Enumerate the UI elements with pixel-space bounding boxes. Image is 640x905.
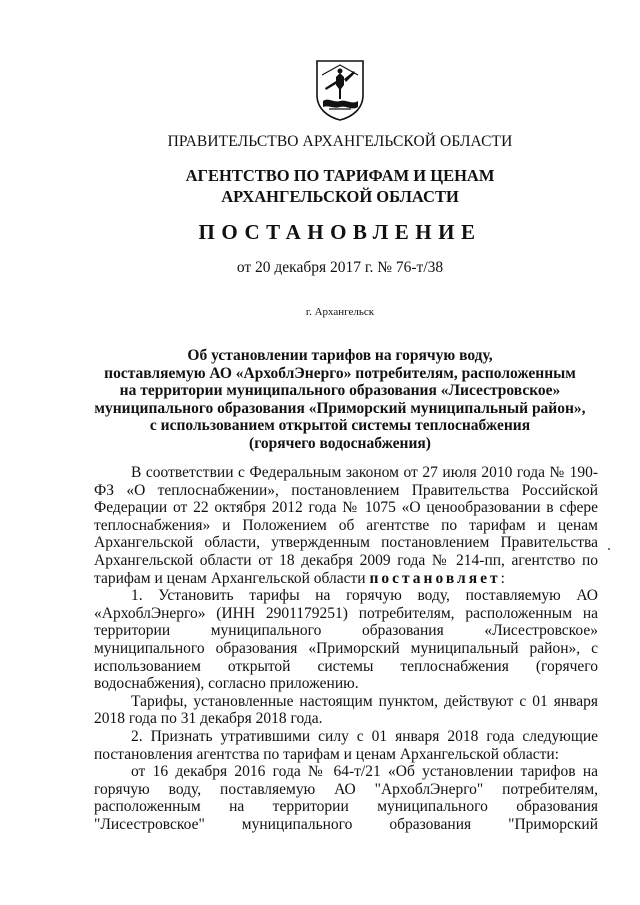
agency-name-line: АГЕНТСТВО ПО ТАРИФАМ И ЦЕНАМ (185, 166, 495, 185)
resolution-keyword: постановляет (369, 569, 501, 587)
government-name: ПРАВИТЕЛЬСТВО АРХАНГЕЛЬСКОЙ ОБЛАСТИ (167, 133, 513, 150)
agency-name (0, 165, 640, 207)
repealed-resolution-paragraph: от 16 декабря 2016 года № 64-т/21 «Об установлении тарифов на горячую воду, поставляемую АО "АрхоблЭнерго" потребителям, расположенным на территории муниципального образования "Лисестровское" муниципального образования "Приморский (94, 763, 598, 833)
document-title (0, 347, 640, 452)
clause-1-paragraph: 1. Установить тарифы на горячую воду, поставляемую АО «АрхоблЭнерго» (ИНН 2901179251) потребителям, расположенным на территории муниципального образования «Лисестровское» муниципального образования «Приморский муниципальный район», с использованием открытой системы теплоснабжения (горячего водоснабжения), согласно приложению. (94, 587, 598, 693)
document-body (94, 464, 598, 833)
document-type: ПОСТАНОВЛЕНИЕ (198, 220, 482, 244)
scan-mark (608, 548, 610, 550)
coat-of-arms-icon (314, 59, 366, 121)
title-line: (горячего водоснабжения) (249, 434, 431, 452)
document-date-number: от 20 декабря 2017 г. № 76-т/38 (236, 259, 444, 276)
title-line: на территории муниципального образования «Лисестровское» (119, 382, 561, 399)
clause-2-paragraph: 2. Признать утратившими силу с 01 января 2018 года следующие постановления агентства по тарифам и ценам Архангельской области: (94, 727, 598, 763)
clause-1-validity-paragraph: Тарифы, установленные настоящим пунктом, действуют с 01 января 2018 года по 31 декабря 2018 года. (94, 692, 598, 728)
document-city: г. Архангельск (305, 306, 375, 318)
title-line: муниципального образования «Приморский муниципальный район», (94, 399, 586, 417)
preamble-colon: : (500, 569, 505, 587)
title-line: поставляемую АО «АрхоблЭнерго» потребителям, расположенным (104, 364, 576, 382)
title-line: Об установлении тарифов на горячую воду, (187, 347, 493, 364)
agency-name-line: АРХАНГЕЛЬСКОЙ ОБЛАСТИ (221, 187, 459, 206)
title-line: с использованием открытой системы теплоснабжения (149, 417, 531, 434)
preamble-paragraph (94, 464, 598, 587)
preamble-text: В соответствии с Федеральным законом от 27 июля 2010 года № 190-ФЗ «О теплоснабжении», постановлением Правительства Российской Федерации от 22 октября 2012 года № 1075 «О ценообразовании в сфере теплоснабжения» и Положением об агентстве по тарифам и ценам Архангельской области, утвержденным постановлением Правительства Архангельской области от 18 декабря 2009 года № 214-пп, агентство по тарифам и ценам Архангельской области (94, 464, 598, 587)
